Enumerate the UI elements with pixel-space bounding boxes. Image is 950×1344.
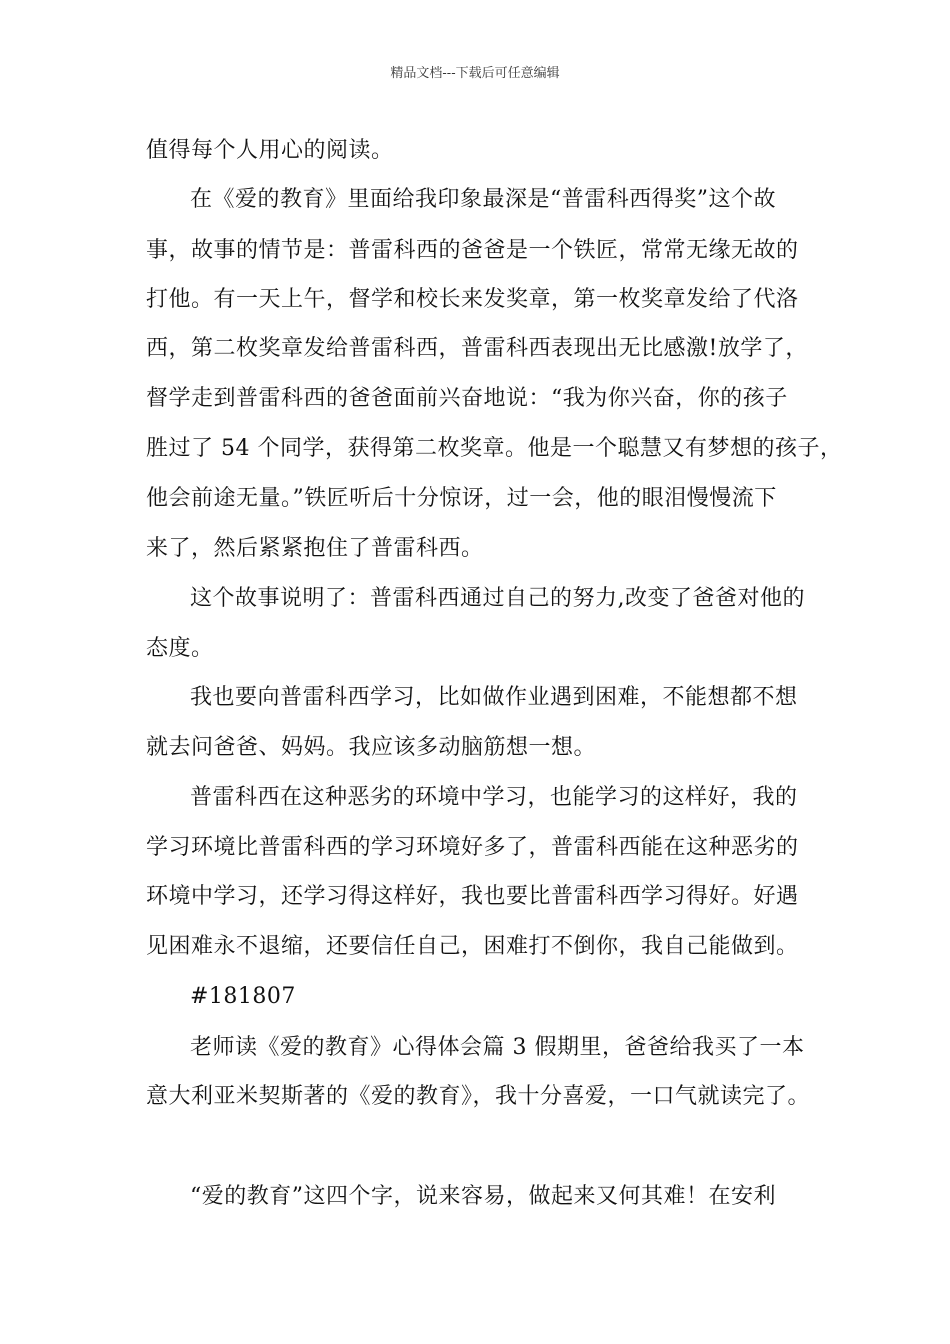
text-line: 他会前途无量。”铁匠听后十分惊讶，过一会，他的眼泪慢慢流下 [146, 486, 777, 511]
text-line: 意大利亚米契斯著的《爱的教育》，我十分喜爱，一口气就读完了。 [146, 1084, 811, 1109]
text-line: 我也要向普雷科西学习，比如做作业遇到困难，不能想都不想 [190, 685, 798, 710]
text-line: 态度。 [146, 636, 214, 661]
text-line: 在《爱的教育》里面给我印象最深是“普雷科西得奖”这个故 [190, 187, 776, 212]
text-line: 西，第二枚奖章发给普雷科西，普雷科西表现出无比感激!放学了， [146, 336, 808, 361]
text-line: 打他。有一天上午，督学和校长来发奖章，第一枚奖章发给了代洛 [146, 287, 799, 312]
text-line: 环境中学习，还学习得这样好，我也要比普雷科西学习得好。好遇 [146, 884, 799, 909]
text-line: 督学走到普雷科西的爸爸面前兴奋地说：“我为你兴奋，你的孩子 [146, 386, 788, 411]
text-line: #181807 [190, 984, 296, 1009]
text-line: 事，故事的情节是：普雷科西的爸爸是一个铁匠，常常无缘无故的 [146, 238, 799, 263]
text-line: 胜过了 54 个同学，获得第二枚奖章。他是一个聪慧又有梦想的孩子， [146, 436, 843, 461]
text-line: “爱的教育”这四个字，说来容易，做起来又何其难！在安利 [190, 1184, 776, 1209]
text-line: 就去问爸爸、妈妈。我应该多动脑筋想一想。 [146, 735, 597, 760]
text-line: 来了，然后紧紧抱住了普雷科西。 [146, 536, 484, 561]
text-line: 见困难永不退缩，还要信任自己，困难打不倒你，我自己能做到。 [146, 934, 799, 959]
text-line: 这个故事说明了：普雷科西通过自己的努力,改变了爸爸对他的 [190, 586, 805, 611]
text-line: 值得每个人用心的阅读。 [146, 138, 394, 163]
page-header: 精品文档---下载后可任意编辑 [390, 66, 560, 81]
text-line: 老师读《爱的教育》心得体会篇 3 假期里，爸爸给我买了一本 [190, 1035, 805, 1060]
text-line: 普雷科西在这种恶劣的环境中学习，也能学习的这样好，我的 [190, 785, 798, 810]
text-line: 学习环境比普雷科西的学习环境好多了，普雷科西能在这种恶劣的 [146, 835, 799, 860]
